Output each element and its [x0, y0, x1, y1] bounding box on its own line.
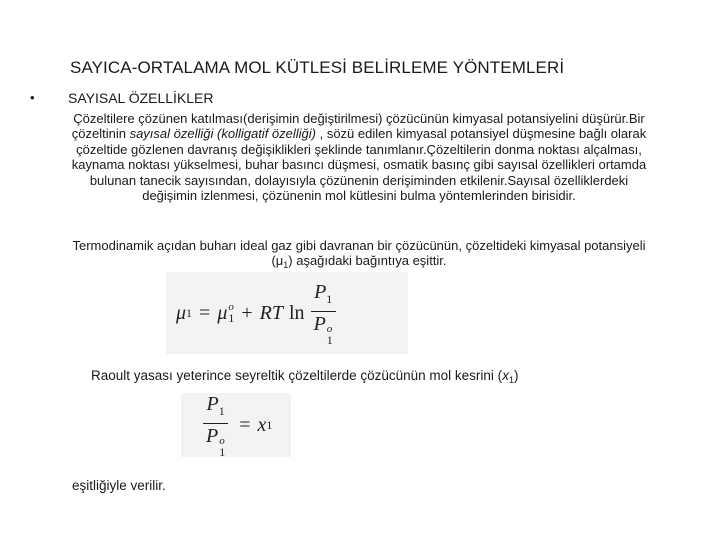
pressure-symbol: P [313, 313, 326, 336]
super-subscript [219, 436, 225, 458]
fraction-denominator [311, 312, 336, 346]
mu-symbol: μ [176, 301, 187, 324]
superscript: o [228, 301, 234, 313]
super-subscript [327, 324, 333, 346]
paragraph-closing: eşitliğiyle verilir. [72, 478, 166, 493]
superscript: o [326, 323, 333, 336]
slide-title: SAYICA-ORTALAMA MOL KÜTLESİ BELİRLEME YÖNTEMLERİ [70, 58, 565, 77]
mu-symbol: μ [217, 301, 228, 324]
paragraph-raoult-law [91, 368, 518, 385]
rt-term: RT [259, 301, 283, 324]
fraction-numerator [311, 280, 335, 311]
bullet-marker: • [30, 90, 35, 105]
super-subscript [228, 302, 234, 324]
subscript: 1 [228, 311, 235, 325]
pressure-fraction [311, 280, 336, 346]
mole-fraction-symbol: x [257, 413, 267, 436]
pressure-symbol: P [206, 425, 219, 448]
plus-sign: + [241, 301, 253, 324]
paragraph-text: Raoult yasası yeterince seyreltik çözeltilerde çözücünün mol kesrini ( [91, 368, 503, 383]
paragraph-text: Termodinamik açıdan buharı ideal gaz gibi davranan bir çözücünün, çözeltideki kimyasal potansiyeli (μ [72, 238, 646, 269]
subscript: 1 [219, 445, 226, 460]
equals-sign: = [199, 301, 211, 324]
superscript: o [219, 435, 225, 448]
ln-operator: ln [289, 301, 305, 324]
subscript: 1 [283, 260, 289, 271]
subscript: 1 [508, 375, 514, 385]
paragraph-text: , sözü edilen kimyasal potansiyel düşmesine bağlı olarak çözeltide gözlenen davranış değişiklikleri şeklinde tanımlanır.Çözeltilerin donma noktası alçalması, kaynama noktası yükselmesi, buhar basıncı düşmesi, osmatik basınç gibi sayısal özellikleri ortamda bulunan tanecik sayısından, dolayısıyla çözünenin derişiminden etkilenir.Sayısal özelliklerdeki değişimin izlenmesi, çözünenin mol kütlesini bulma yöntemlerinden birisidir. [71, 126, 647, 204]
fraction-denominator [203, 424, 228, 458]
equals-sign: = [239, 413, 251, 436]
paragraph-text: ) aşağıdaki bağıntıya eşittir. [288, 253, 447, 269]
paragraph-colligative-properties [62, 111, 656, 203]
paragraph-thermodynamics [62, 238, 656, 274]
pressure-symbol: P [206, 392, 219, 415]
subscript: 1 [326, 333, 333, 348]
pressure-fraction [203, 392, 228, 458]
mole-fraction-symbol: x [502, 368, 509, 383]
paragraph-text: ) [513, 368, 519, 383]
paragraph-text: Çözeltilere çözünen katılması(derişimin değiştirilmesi) çözücünün kimyasal potansiyelini düşürür.Bir çözeltinin [71, 111, 645, 142]
section-heading: SAYISAL ÖZELLİKLER [68, 90, 214, 106]
subscript: 1 [266, 417, 273, 432]
fraction-numerator [204, 392, 228, 423]
pressure-symbol: P [314, 280, 327, 303]
raoult-equation [181, 392, 291, 460]
subscript: 1 [326, 291, 333, 306]
subscript: 1 [186, 305, 193, 320]
paragraph-emphasis: sayısal özelliği (kolligatif özelliği) [129, 126, 316, 142]
subscript: 1 [218, 403, 225, 418]
chemical-potential-equation [166, 272, 408, 354]
